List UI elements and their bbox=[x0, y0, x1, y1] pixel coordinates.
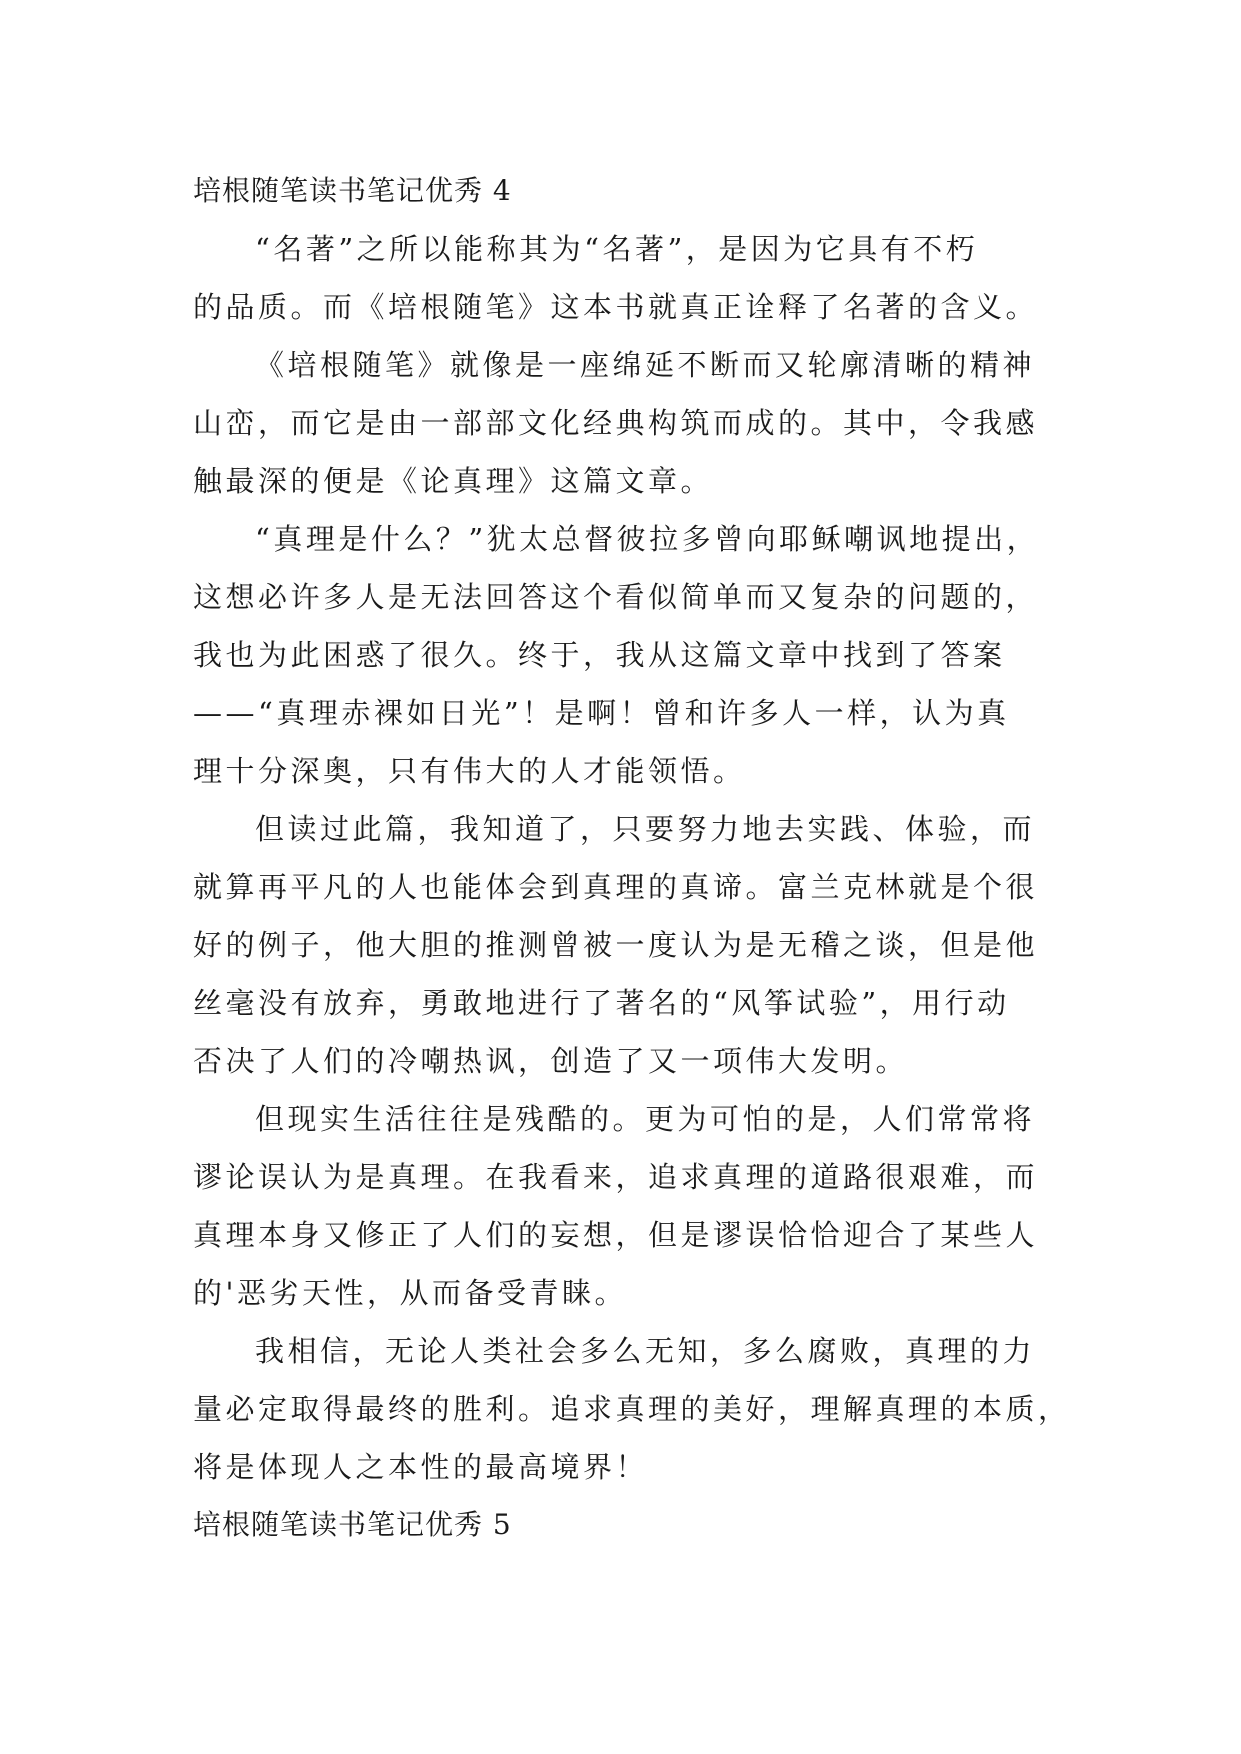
paragraph-line: 就算再平凡的人也能体会到真理的真谛。富兰克林就是个很 bbox=[193, 870, 1039, 904]
paragraph-line: ——“真理赤裸如日光”！是啊！曾和许多人一样，认为真 bbox=[193, 696, 1010, 730]
paragraph-line: 量必定取得最终的胜利。追求真理的美好，理解真理的本质， bbox=[193, 1392, 1071, 1426]
paragraph-5 bbox=[193, 1090, 1063, 1322]
paragraph-line: 理十分深奥，只有伟大的人才能领悟。 bbox=[193, 754, 746, 788]
paragraph-line: 谬论误认为是真理。在我看来，追求真理的道路很艰难，而 bbox=[193, 1160, 1039, 1194]
paragraph-4 bbox=[193, 800, 1063, 1090]
paragraph-line: 将是体现人之本性的最高境界！ bbox=[193, 1450, 649, 1484]
paragraph-line: 但读过此篇，我知道了，只要努力地去实践、体验，而 bbox=[255, 812, 1036, 846]
paragraph-line: 山峦，而它是由一部部文化经典构筑而成的。其中，令我感 bbox=[193, 406, 1039, 440]
paragraph-1 bbox=[193, 220, 1063, 336]
paragraph-line: “名著”之所以能称其为“名著”，是因为它具有不朽 bbox=[255, 232, 979, 266]
paragraph-line: 但现实生活往往是残酷的。更为可怕的是，人们常常将 bbox=[255, 1102, 1036, 1136]
paragraph-line: 我也为此困惑了很久。终于，我从这篇文章中找到了答案 bbox=[193, 638, 1006, 672]
paragraph-line: 真理本身又修正了人们的妄想，但是谬误恰恰迎合了某些人 bbox=[193, 1218, 1039, 1252]
section-heading-5: 培根随笔读书笔记优秀 5 bbox=[193, 1508, 512, 1541]
section-heading-4: 培根随笔读书笔记优秀 4 bbox=[193, 174, 512, 207]
paragraph-line: 好的例子，他大胆的推测曾被一度认为是无稽之谈，但是他 bbox=[193, 928, 1039, 962]
paragraph-2 bbox=[193, 336, 1063, 510]
paragraph-line: 《培根随笔》就像是一座绵延不断而又轮廓清晰的精神 bbox=[255, 348, 1036, 382]
paragraph-line: 否决了人们的冷嘲热讽，创造了又一项伟大发明。 bbox=[193, 1044, 909, 1078]
paragraph-line: 触最深的便是《论真理》这篇文章。 bbox=[193, 464, 714, 498]
document-body bbox=[193, 162, 1071, 1554]
paragraph-line: 我相信，无论人类社会多么无知，多么腐败，真理的力 bbox=[255, 1334, 1036, 1368]
paragraph-line: 丝毫没有放弃，勇敢地进行了著名的“风筝试验”，用行动 bbox=[193, 986, 1010, 1020]
paragraph-line: “真理是什么？”犹太总督彼拉多曾向耶稣嘲讽地提出， bbox=[255, 522, 1040, 556]
paragraph-6 bbox=[193, 1322, 1071, 1496]
paragraph-line: 这想必许多人是无法回答这个看似简单而又复杂的问题的， bbox=[193, 580, 1039, 614]
paragraph-3 bbox=[193, 510, 1063, 800]
paragraph-line: 的'恶劣天性，从而备受青睐。 bbox=[193, 1276, 627, 1310]
paragraph-line: 的品质。而《培根随笔》这本书就真正诠释了名著的含义。 bbox=[193, 290, 1039, 324]
